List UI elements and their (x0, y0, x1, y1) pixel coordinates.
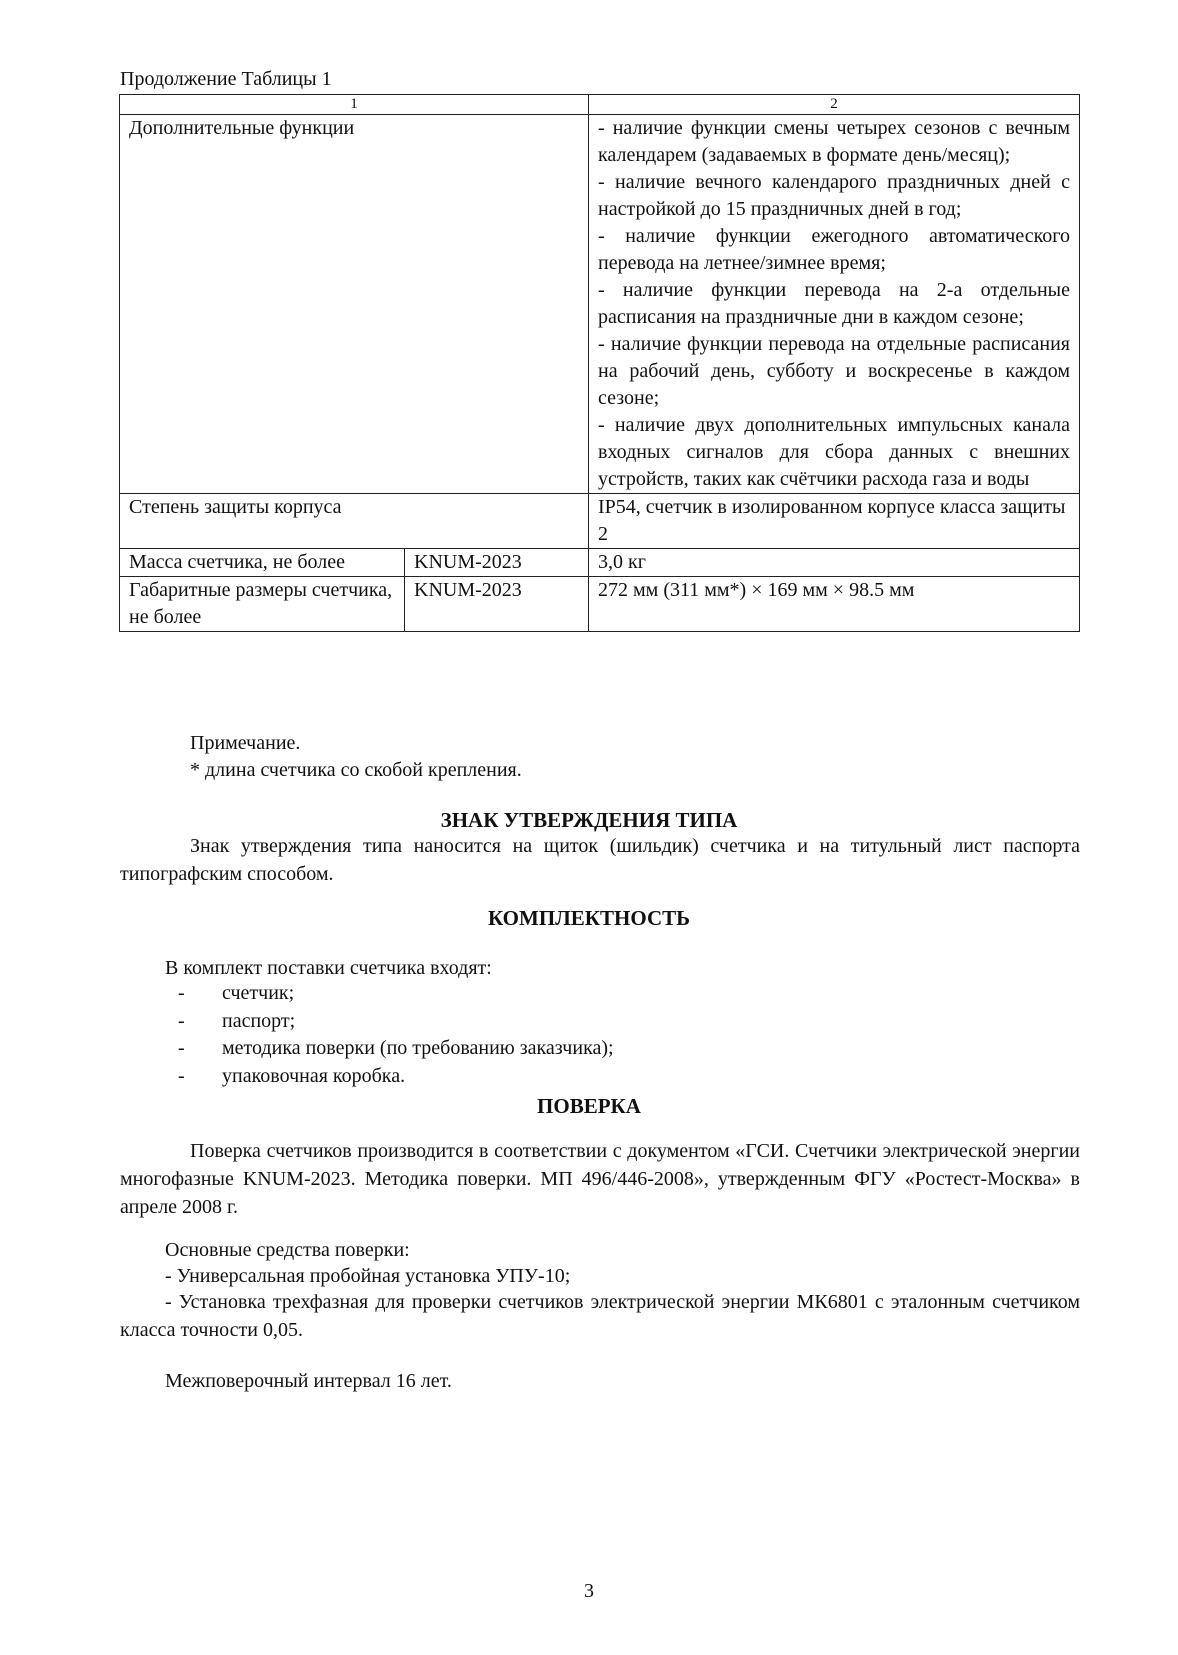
function-item: - наличие двух дополнительных импульсных канала входных сигналов для сбора данных с внешних устройств, таких как счётчики расхода газа и воды (598, 414, 1070, 490)
verification-interval: Межповерочный интервал 16 лет. (165, 1370, 452, 1392)
approval-paragraph (120, 832, 1080, 888)
function-item: - наличие вечного календарого праздничных дней с настройкой до 15 праздничных дней в год; (598, 171, 1070, 220)
row-value: IP54, счетчик в изолированном корпусе класса защиты 2 (589, 494, 1080, 549)
table-row (120, 494, 1080, 549)
function-item: - наличие функции ежегодного автоматического перевода на летнее/зимнее время; (598, 225, 1070, 274)
list-dash: - (178, 982, 185, 1004)
row-model: KNUM-2023 (405, 577, 589, 632)
approval-heading: ЗНАК УТВЕРЖДЕНИЯ ТИПА (440, 808, 738, 832)
means-intro: Основные средства поверки: (165, 1239, 410, 1261)
table-row (120, 577, 1080, 632)
completeness-intro: В комплект поставки счетчика входят: (165, 957, 492, 979)
note-title: Примечание. (190, 732, 301, 754)
row-model: KNUM-2023 (405, 549, 589, 577)
verification-paragraph (120, 1137, 1080, 1221)
table-header-row (120, 95, 1080, 115)
table-row (120, 115, 1080, 494)
list-item-text: методика поверки (по требованию заказчика); (222, 1037, 614, 1059)
row-value: 272 мм (311 мм*) × 169 мм × 98.5 мм (589, 577, 1080, 632)
verification-heading: ПОВЕРКА (537, 1094, 641, 1118)
list-item (178, 1008, 614, 1036)
list-item (178, 1035, 614, 1063)
col2-header: 2 (589, 95, 1080, 115)
list-dash: - (178, 1009, 185, 1032)
function-item: - наличие функции смены четырех сезонов с вечным календарем (задаваемых в формате день/месяц); (598, 117, 1070, 166)
list-item-text: упаковочная коробка. (222, 1064, 406, 1087)
completeness-list (178, 980, 614, 1090)
row-label: Степень защиты корпуса (120, 494, 589, 549)
spec-table (119, 94, 1080, 632)
list-dash: - (178, 1064, 185, 1087)
page-number: 3 (584, 1580, 594, 1602)
table-caption: Продолжение Таблицы 1 (120, 68, 332, 90)
verification-text: Поверка счетчиков производится в соответствии с документом «ГСИ. Счетчики электрической энергии многофазные KNUM-2023. Методика поверки. МП 496/446-2008», утвержденным ФГУ «Ростест-Москва» в апреле 2008 г. (120, 1140, 1080, 1218)
list-item-text: паспорт; (222, 1009, 296, 1032)
row-value: 3,0 кг (589, 549, 1080, 577)
list-dash: - (178, 1037, 185, 1059)
means-item: - Универсальная пробойная установка УПУ-10; (165, 1265, 571, 1287)
row-label: Габаритные размеры счетчика, не более (120, 577, 405, 632)
row-label: Масса счетчика, не более (120, 549, 405, 577)
row-label: Дополнительные функции (120, 115, 589, 494)
table-row (120, 549, 1080, 577)
list-item (178, 1063, 614, 1091)
approval-text: Знак утверждения типа наносится на щиток (шильдик) счетчика и на титульный лист паспорта типографским способом. (120, 835, 1080, 885)
list-item-text: счетчик; (222, 982, 295, 1004)
note-text: * длина счетчика со скобой крепления. (190, 759, 522, 781)
col1-header: 1 (120, 95, 589, 115)
function-item: - наличие функции перевода на 2-а отдельные расписания на праздничные дни в каждом сезоне; (598, 279, 1070, 328)
means-item-paragraph (120, 1288, 1080, 1344)
completeness-heading: КОМПЛЕКТНОСТЬ (487, 906, 691, 930)
means-item: - Установка трехфазная для проверки счетчиков электрической энергии МК6801 с эталонным счетчиком класса точности 0,05. (120, 1291, 1080, 1341)
functions-value (589, 115, 1080, 494)
function-item: - наличие функции перевода на отдельные расписания на рабочий день, субботу и воскресенье в каждом сезоне; (598, 333, 1070, 409)
list-item (178, 980, 614, 1008)
